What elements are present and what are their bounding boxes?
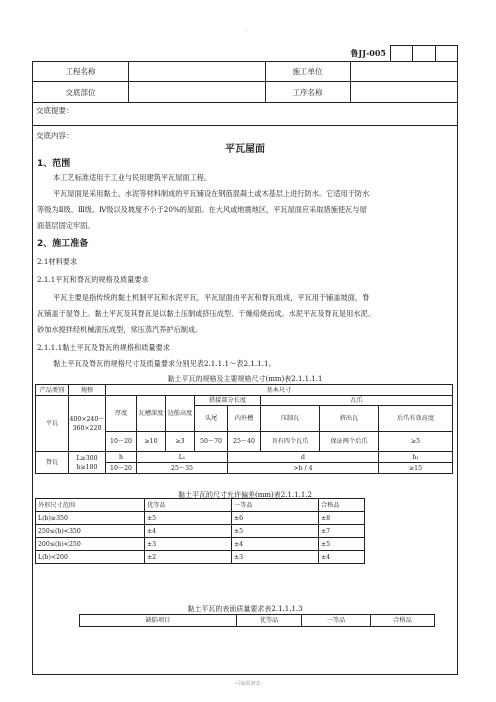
tolerance-table <box>35 498 365 564</box>
section-1-p2-line1: 平瓦屋面是采用黏土、水泥等材料制成的平瓦铺设在钢筋混凝土或木基层上进行防水。它适用于防水 <box>53 189 370 198</box>
handover-dept-label: 交底部位 <box>65 87 96 97</box>
flat-press: 具有四个瓦爪 <box>261 432 320 452</box>
t2-cell: ±5 <box>232 525 319 538</box>
ridge-l1-val: 25～35 <box>137 463 228 474</box>
footer-note: -可编辑修改- <box>233 681 263 687</box>
h-basic: 基本尺寸 <box>106 385 453 396</box>
t2-cell: ±5 <box>319 538 365 551</box>
t3-header: 优等品 <box>237 615 302 627</box>
ridge-h: h <box>106 452 137 463</box>
h-back-claw: 后爪有效高度 <box>379 406 453 432</box>
code-box <box>412 45 434 61</box>
h-groove-depth: 瓦槽深度 <box>137 396 166 432</box>
flat-back: ≥5 <box>379 432 453 452</box>
t2-cell: L(b)<200 <box>36 551 145 564</box>
project-name-label: 工程名称 <box>65 67 96 76</box>
section-2-1-1-1: 2.1.1.1黏土平瓦及脊瓦的规格和质量要求 <box>37 343 170 352</box>
flat-extrude: 保证两个后爪 <box>320 432 379 452</box>
table-row <box>36 538 365 551</box>
handover-form <box>32 61 458 675</box>
summary-label: 交底提要： <box>36 106 74 115</box>
t2-cell: ±6 <box>232 512 319 525</box>
t2-cell: L(b)≥350 <box>36 512 145 525</box>
section-2-1-1: 2.1.1平瓦和脊瓦的规格及质量要求 <box>37 275 149 284</box>
flat-tile-spec: 400×240～360×220 <box>69 396 106 452</box>
process-name-value[interactable] <box>351 82 457 102</box>
h-press-claw: 压制瓦 <box>261 406 320 432</box>
h-head: 头尾 <box>195 406 228 432</box>
t2-cell: ±4 <box>232 538 319 551</box>
t2-cell: ±7 <box>319 525 365 538</box>
table2-caption: 黏土平瓦的尺寸允许偏差(mm)表2.1.1.1.2 <box>178 491 312 499</box>
section-2-1-1-1-p: 黏土平瓦及脊瓦的规格尺寸及质量要求分别见表2.1.1.1～表2.1.1.1。 <box>53 359 276 368</box>
section-2-1-1-p-line1: 平瓦主要是指传统的黏土机制平瓦和水泥平瓦，平瓦屋面由平瓦和脊瓦组成，平瓦用于铺盖坡面，脊 <box>53 293 370 302</box>
t2-cell: ±3 <box>232 551 319 564</box>
form-row-dept <box>33 82 457 103</box>
table-row <box>36 512 365 525</box>
handover-dept-value[interactable] <box>129 82 265 102</box>
t2-cell: ±8 <box>319 512 365 525</box>
t2-header: 合格品 <box>319 499 365 512</box>
t2-cell: 200≤(b)<250 <box>36 538 145 551</box>
h-extrude-claw: 挤出瓦 <box>320 406 379 432</box>
flat-head: 50～70 <box>195 432 228 452</box>
ridge-tile-spec: L≥300 b≥180 <box>69 452 106 474</box>
flat-thickness: 10～20 <box>106 432 137 452</box>
section-2-1-1-p-line2: 瓦铺盖于屋脊上。黏土平瓦及其脊瓦是以黏土压制或挤压成型、干燥焙烧而成。水泥平瓦及脊瓦是用水泥、 <box>37 309 375 318</box>
ridge-h1-val: ≥15 <box>379 463 453 474</box>
t2-header: 优等品 <box>145 499 232 512</box>
table3-caption: 黏土平瓦的表面质量要求表2.1.1.1.3 <box>187 605 303 613</box>
flat-tile-name: 平瓦 <box>36 396 69 452</box>
doc-title: 平瓦屋面 <box>225 144 265 155</box>
tile-spec-table <box>35 384 453 474</box>
section-1-p2-line2: 等级为Ⅱ级、Ⅲ级、Ⅳ级以及坡度不小于20%的屋面。在大风或地震地区，平瓦屋面应采取措施使瓦与屋 <box>37 205 367 214</box>
h-category: 产品类别 <box>36 385 69 396</box>
ridge-l1: L₁ <box>137 452 228 463</box>
section-1-heading: 1、范围 <box>37 159 71 169</box>
ridge-d-val: >b / 4 <box>228 463 379 474</box>
section-1-p1: 本工艺标准适用于工业与民用建筑平瓦屋面工程。 <box>53 173 212 182</box>
t3-header: 合格品 <box>371 615 435 627</box>
t2-cell: ±4 <box>145 525 232 538</box>
ridge-h1: h₁ <box>379 452 453 463</box>
t2-cell: ±5 <box>145 512 232 525</box>
header-dot: · <box>246 28 248 35</box>
table1-caption: 黏土平瓦的规格及主要规格尺寸(mm)表2.1.1.1.1 <box>167 375 323 383</box>
t2-cell: ±2 <box>145 551 232 564</box>
flat-rib: ≥3 <box>166 432 195 452</box>
t2-header: 一等品 <box>232 499 319 512</box>
table-row <box>36 551 365 564</box>
t2-cell: ±3 <box>145 538 232 551</box>
construction-unit-value[interactable] <box>351 62 457 81</box>
h-inner-outer: 内外槽 <box>228 406 261 432</box>
form-row-summary <box>33 103 457 126</box>
ridge-thickness: 10～20 <box>106 463 137 474</box>
section-2-1-1-p-line3: 砂加水搅拌经机械滚压成型，常压蒸汽养护后制成。 <box>37 325 203 334</box>
construction-unit-label: 施工单位 <box>292 67 323 76</box>
surface-quality-table <box>79 614 435 627</box>
section-2-1: 2.1材料要求 <box>37 257 78 266</box>
document-code-bar <box>318 45 458 61</box>
t2-cell: ±4 <box>319 551 365 564</box>
process-name-label: 工序名称 <box>292 87 323 97</box>
content-label: 交底内容： <box>36 131 74 140</box>
h-spec: 规格 <box>69 385 106 396</box>
flat-inner: 25～40 <box>228 432 261 452</box>
code-box <box>435 45 458 61</box>
section-1-p2-line3: 面基层固定牢固。 <box>37 221 95 230</box>
document-code: 鲁JJ-005 <box>350 48 386 58</box>
section-2-heading: 2、施工准备 <box>37 239 89 249</box>
h-rib-height: 边筋高度 <box>166 396 195 432</box>
table-row <box>36 525 365 538</box>
ridge-d: d <box>228 452 379 463</box>
t3-header: 缺陷项目 <box>80 615 237 627</box>
t2-header: 外形尺寸范围 <box>36 499 145 512</box>
t2-cell: 250≤(b)<350 <box>36 525 145 538</box>
code-box <box>390 45 412 61</box>
project-name-value[interactable] <box>129 62 265 81</box>
h-claw: 瓦爪 <box>261 396 453 406</box>
ridge-tile-name: 脊瓦 <box>36 452 69 474</box>
flat-groove: ≥10 <box>137 432 166 452</box>
h-overlap: 搭接部分长度 <box>195 396 261 406</box>
h-thickness: 厚度 <box>106 396 137 432</box>
handover-content <box>33 126 457 674</box>
t3-header: 一等品 <box>302 615 371 627</box>
form-row-project <box>33 62 457 82</box>
